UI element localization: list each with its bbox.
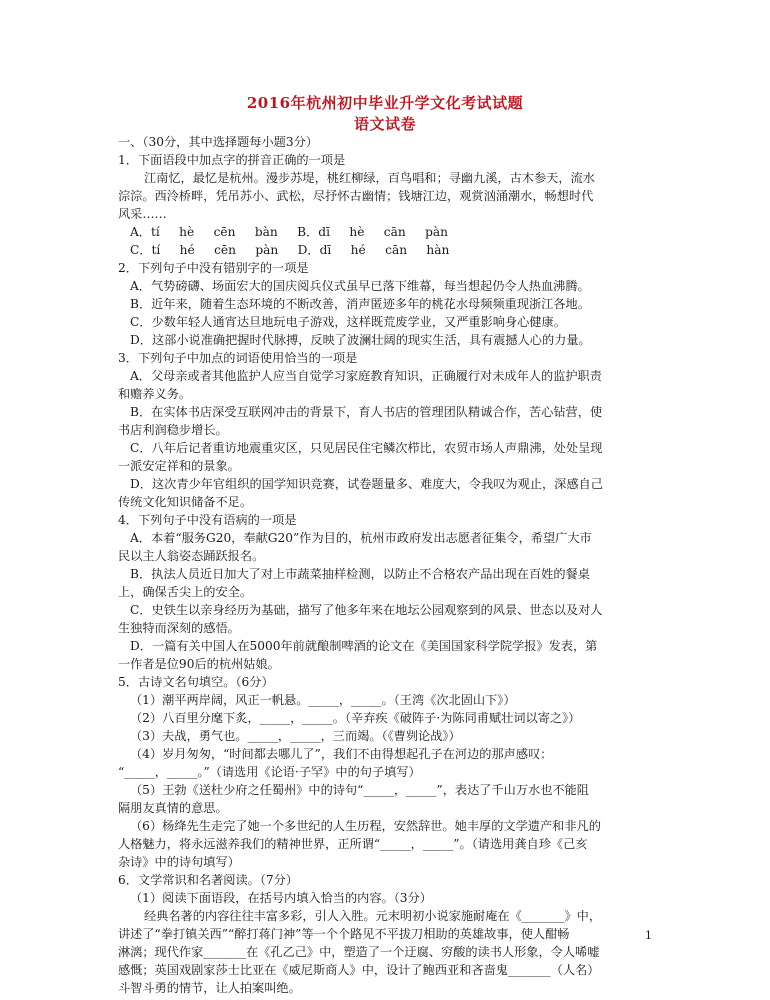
text-line: B．执法人员近日加大了对上市蔬菜抽样检测，以防止不合格农产品出现在百姓的餐桌	[130, 567, 590, 581]
text-line: 一作者是位90后的杭州姑娘。	[118, 657, 280, 671]
text-line: 2．下列句子中没有错别字的一项是	[118, 261, 309, 275]
text-line: B．近年来，随着生态环境的不断改善，消声匿迹多年的桃花水母频频重现浙江各地。	[130, 297, 590, 311]
text-line: D．这次青少年官组织的国学知识竞赛，试卷题量多、难度大，令我叹为观止，深感自己	[130, 477, 603, 491]
text-line: 1．下面语段中加点字的拼音正确的一项是	[118, 153, 346, 167]
text-line: 淙淙。西泠桥畔，凭吊苏小、武松，尽抒怀古幽情；钱塘江边，观赏汹涌潮水，畅想时代	[118, 189, 594, 203]
page-title: 2016年杭州初中毕业升学文化考试试题	[246, 94, 524, 112]
text-line: 6．文学常识和名著阅读。（7分）	[118, 873, 299, 887]
text-line: A．本着“服务G20，奉献G20”作为目的，杭州市政府发出志愿者征集令，希望广大市	[130, 531, 592, 545]
text-line: C．少数年轻人通宵达旦地玩电子游戏，这样既荒废学业，又严重影响身心健康。	[130, 315, 566, 329]
text-line: D．一篇有关中国人在5000年前就酿制啤酒的论文在《美国国家科学院学报》发表，第	[130, 639, 598, 653]
text-line: 斗智斗勇的情节，让人拍案叫绝。	[118, 981, 301, 995]
text-line: A．tí hè cēn bàn B．dī hè cān pàn	[130, 225, 449, 239]
text-line: （6）杨绛先生走完了她一个多世纪的人生历程，安然辞世。她丰厚的文学遗产和非凡的	[130, 819, 601, 833]
text-line: 江南忆，最忆是杭州。漫步苏堤，桃红柳绿，百鸟唱和；寻幽九溪，古木参天，流水	[144, 171, 595, 185]
text-line: “_____，_____。”（请选用《论语·子罕》中的句子填写）	[118, 765, 421, 779]
text-line: 和赡养义务。	[118, 387, 192, 401]
page-number: 1	[645, 929, 652, 942]
text-line: A．气势磅礴、场面宏大的国庆阅兵仪式虽早已落下维幕，每当想起仍令人热血沸腾。	[130, 279, 590, 293]
text-line: 上，确保舌尖上的安全。	[118, 585, 253, 599]
text-line: 感慨；英国戏剧家莎士比亚在《威尼斯商人》中，设计了鲍西亚和吝啬鬼_______（人名）	[118, 963, 600, 977]
text-line: （3）夫战，勇气也。_____，_____，三而竭。（《曹刿论战》）	[130, 729, 461, 743]
text-line: B．在实体书店深受互联网冲击的背景下，育人书店的管理团队精诚合作，苦心钻营，使	[130, 405, 603, 419]
text-line: （2）八百里分麾下炙，_____，_____。（辛弃疾《破阵子·为陈同甫赋壮词以寄之》）	[130, 711, 581, 725]
text-line: 杂诗》中的诗句填写）	[118, 855, 240, 869]
text-line: C．tí hé cēn pàn D．dī hé cān hàn	[130, 243, 450, 257]
text-line: 经典名著的内容往往丰富多彩，引人入胜。元末明初小说家施耐庵在《_______》中，	[144, 909, 602, 923]
text-line: 3．下列句子中加点的词语使用恰当的一项是	[118, 351, 358, 365]
text-line: 人格魅力，将永远滋养我们的精神世界，正所谓“_____，_____”。（请选用龚自珍《己亥	[118, 837, 588, 851]
text-line: 一、（30分，其中选择题每小题3分）	[118, 135, 318, 149]
text-line: （1）阅读下面语段，在括号内填入恰当的内容。（3分）	[130, 891, 432, 905]
page-subtitle: 语文试卷	[353, 115, 416, 133]
text-line: 传统文化知识储备不足。	[118, 495, 253, 509]
text-line: 5．古诗文名句填空。（6分）	[118, 675, 274, 689]
text-line: 淋漓；现代作家_______在《孔乙己》中，塑造了一个迂腐、穷酸的读书人形象，令人唏嘘	[118, 945, 600, 959]
text-line: 讲述了“拳打镇关西”“醉打蒋门神”等一个个路见不平拔刀相助的英雄故事，使人酣畅	[118, 927, 570, 941]
text-line: 4．下列句子中没有语病的一项是	[118, 513, 297, 527]
text-line: C．八年后记者重访地震重灾区，只见居民住宅鳞次栉比，农贸市场人声鼎沸，处处呈现	[130, 441, 603, 455]
text-line: C．史铁生以亲身经历为基础，描写了他多年来在地坛公园观察到的风景、世态以及对人	[130, 603, 603, 617]
text-line: （4）岁月匆匆，“时间都去哪儿了”，我们不由得想起孔子在河边的那声感叹：	[130, 747, 553, 761]
text-line: 民以主人翁姿态踊跃报名。	[118, 549, 265, 563]
text-line: 风采……	[118, 207, 167, 221]
text-line: A．父母亲或者其他监护人应当自觉学习家庭教育知识，正确履行对未成年人的监护职责	[130, 369, 602, 383]
text-line: 书店利润稳步增长。	[118, 423, 228, 437]
text-line: 一派安定祥和的景象。	[118, 459, 240, 473]
text-line: 隔朋友真情的意思。	[118, 801, 228, 815]
text-line: （5）王勃《送杜少府之任蜀州》中的诗句“_____，_____”，表达了千山万水也不能阻	[130, 783, 589, 797]
text-line: D．这部小说准确把握时代脉搏，反映了波澜壮阔的现实生活，具有震撼人心的力量。	[130, 333, 591, 347]
text-line: （1）潮平两岸阔，风正一帆悬。_____，_____。（王湾《次北固山下》）	[130, 693, 516, 707]
text-line: 生独特而深刻的感悟。	[118, 621, 240, 635]
